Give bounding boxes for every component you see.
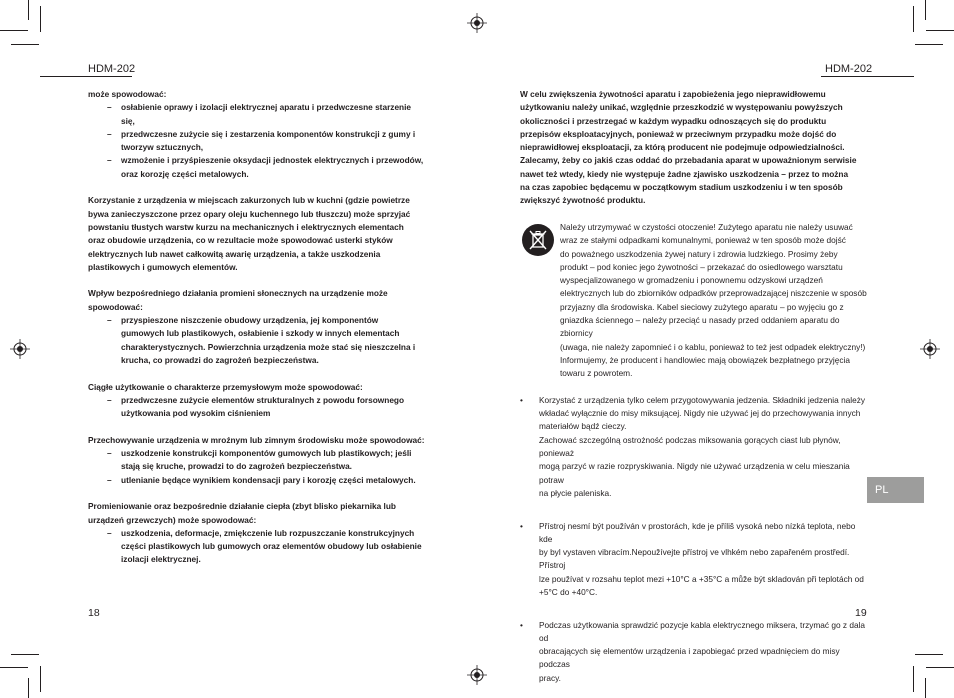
text-line: użytkowania pod wysokim ciśnieniem [121,408,271,419]
text-line: części plastikowych lub gumowych oraz elementów obudowy lub osłabienie [121,541,422,552]
text-line: produkt – pod koniec jego żywotności – przekazać do osiedlowego warsztatu [560,261,843,272]
page-number-left: 18 [88,607,100,619]
text-line: spowodować: [88,301,143,312]
crop-mark [926,30,954,31]
text-line: tworzyw sztucznych, [121,142,204,153]
dash-item [88,394,438,421]
text-line: przyspieszone niszczenie obudowy urządzenia, jej komponentów [121,315,379,326]
registration-mark-icon [10,339,30,359]
text-line: na czas zapobiec będącemu w początkowym stadium uszkodzeniu i w ten sposób [520,182,843,193]
text-line: użytkowaniu należy unikać, względnie przeszkodzić w występowaniu powyższych [520,102,843,113]
text-line: by byl vystaven vibracím.Nepoužívejte přístroj ve vlhkém nebo zapařeném prostředí. Přístroj [539,547,850,571]
text-line: wkładać wyłącznie do misy miksującej. Nigdy nie używać jej do przechowywania innych [539,408,861,419]
dash-item [88,447,438,474]
text-line: (uwaga, nie należy zapomnieć i o kablu, ponieważ to też jest odpadek elektryczny!) [560,341,866,352]
registration-mark-icon [467,665,487,685]
crop-mark [40,6,41,32]
dash-item [88,527,438,567]
paragraph [88,194,438,274]
text-line: nawet też wtedy, kiedy nie występuje żadne zjawisko uszkodzenia – przez to można [520,168,849,179]
text-line: Přístroj nesmí být používán v prostorách, kde je příliš vysoká nebo nízká teplota, nebo kde [539,520,856,544]
text-line: oraz korozję części metalowych. [121,168,249,179]
right-column [520,88,870,685]
text-line: Promieniowanie oraz bezpośrednie działanie ciepła (zbyt blisko piekarnika lub [88,501,396,512]
header-model-right: HDM-202 [825,63,873,75]
text-line: Należy utrzymywać w czystości otoczenie! Zużytego aparatu nie należy usuwać [560,221,853,232]
paragraph: może spowodować: [88,89,167,99]
registration-mark-icon [920,339,940,359]
header-model-left: HDM-202 [88,63,136,75]
text-line: Przechowywanie urządzenia w mroźnym lub zimnym środowisku może spowodować: [88,434,425,445]
crop-mark [915,44,943,45]
text-line: pracy. [539,672,561,683]
language-tab: PL [867,477,924,503]
text-line: mogą parzyć w razie rozpryskiwania. Nigdy nie używać urządzenia w celu mieszania potraw [539,461,850,485]
dash-item [88,101,438,128]
text-line: stają się kruche, prowadzi to do zagrożeń bezpieczeństwa. [121,461,352,472]
text-line: izolacji elektrycznej. [121,554,201,565]
bullet-marker: • [520,394,523,405]
crop-mark [28,0,29,20]
dash-marker: – [107,315,112,326]
crop-mark [40,666,41,692]
text-line: zwiększyć żywotność produktu. [520,195,646,206]
text-line: Korzystanie z urządzenia w miejscach zakurzonych lub w kuchni (gdzie powietrze [88,195,410,206]
text-line: okoliczności i przestrzegać w każdym wypadku odnoszących się do produktu [520,115,827,126]
crop-mark [28,678,29,698]
page-number-right: 19 [855,607,867,619]
text-line: charakterystycznych. Powierzchnia urządzenia może stać się nieszczelna i [121,341,416,352]
bullet-item [520,619,870,685]
text-line: Korzystać z urządzenia tylko celem przygotowywania jedzenia. Składniki jedzenia należy [539,394,866,405]
crop-mark [0,667,28,668]
paragraph [88,434,438,447]
text-line: osłabienie oprawy i izolacji elektrycznej aparatu i przedwczesne starzenie [121,102,412,113]
crop-mark [11,44,39,45]
bullet-item [520,394,870,500]
text-line: przedwczesne zużycie się i zestarzenia komponentów konstrukcji z gumy i [121,128,416,139]
crop-mark [0,30,28,31]
registration-mark-icon [467,13,487,33]
header-rule-left [40,76,132,77]
text-line: do poważnego uszkodzenia żywej natury i zdrowia ludzkiego. Prosimy żeby [560,248,838,259]
text-line: Wpływ bezpośredniego działania promieni słonecznych na urządzenie może [88,288,388,299]
crop-mark [926,667,954,668]
text-line: na płycie paleniska. [539,487,612,498]
text-line: wraz ze stałymi odpadkami komunalnymi, ponieważ w ten sposób może dojść [560,235,846,246]
text-line: przyjazny dla środowiska. Kabel sieciowy zużytego aparatu – po wyjęciu go z [560,301,844,312]
dash-marker: – [107,394,112,405]
text-line: się, [121,115,135,126]
dash-item [88,154,438,181]
text-line: przedwczesne zużycie elementów strukturalnych z powodu forsownego [121,394,405,405]
text-line: krucha, co prowadzi do zagrożeń bezpieczeństwa. [121,354,319,365]
text-line: elektrycznych lub do zbiorników odpadków przeprowadzającej niszczenie w sposób [560,288,867,299]
dash-marker: – [107,448,112,459]
bullet-marker: • [520,520,523,531]
text-line: bywa zanieczyszczone przez opary oleju kuchennego lub tłuszczu) może sprzyjać [88,208,411,219]
dash-marker: – [107,155,112,166]
dash-marker: – [107,128,112,139]
text-line: towaru z powrotem. [560,368,633,379]
text-line: przepisów eksploatacyjnych, ponieważ w przeciwnym przypadku może dojść do [520,128,837,139]
crop-mark [925,678,926,698]
weee-text [560,221,870,381]
text-line: uszkodzenie konstrukcji komponentów gumowych lub plastikowych; jeśli [121,448,412,459]
bullet-marker: • [520,619,523,630]
text-line: plastikowych i gumowych elementów. [88,261,238,272]
text-line: Zachować szczególną ostrożność podczas miksowania gorących ciast lub płynów, ponieważ [539,434,841,459]
weee-notice [520,221,870,381]
text-line: Podczas użytkowania sprawdzić pozycje kabla elektrycznego miksera, trzymać go z dala od [539,619,866,643]
crop-mark [913,666,914,692]
crossed-bin-icon [522,224,554,256]
left-column [88,88,438,567]
dash-item [88,128,438,155]
paragraph [88,500,438,527]
text-line: Ciągłe użytkowanie o charakterze przemysłowym może spowodować: [88,381,363,392]
paragraph [88,287,438,314]
bullet-item [520,520,870,600]
text-line: elektrycznych lub nawet całkowitą awarię urządzenia, a także uszkodzenia [88,248,381,259]
text-line: Zalecamy, żeby co jakiś czas oddać do przebadania aparat w upoważnionym serwisie [520,155,857,166]
dash-marker: – [107,527,112,538]
text-line: nieprawidłowej eksploatacji, za którą producent nie podejmuje odpowiedzialności. [520,142,845,153]
usage-bullets [520,394,870,685]
text-line: oraz obudowie urządzenia, co w rezultacie może spowodować usterki styków [88,235,393,246]
dash-marker: – [107,474,112,485]
text-line: wzmożenie i przyśpieszenie oksydacji jednostek elektrycznych i przewodów, [121,155,424,166]
header-rule-right [821,76,914,77]
text-line: Informujemy, że producent i handlowiec mają obowiązek bezpłatnego przyjęcia [560,354,850,365]
dash-marker: – [107,102,112,113]
dash-item [88,474,438,487]
text-line: obracających się elementów urządzenia i zapobiegać przed wpadnięciem do misy podczas [539,646,840,670]
text-line: urządzeń grzewczych) może spowodować: [88,514,257,525]
text-line: powstaniu tłustych warstw kurzu na mechanicznych i elektrycznych elementach [88,221,404,232]
maintenance-intro [520,88,870,208]
text-line: lze používat v rozsahu teplot mezi +10°C a +35°C a může být skladován při teplotách od [539,573,864,584]
crop-mark [11,654,39,655]
dash-item [88,314,438,367]
text-line: gumowych lub plastikowych, osłabienie i szkody w innych elementach [121,328,400,339]
crop-mark [915,654,943,655]
crop-mark [925,0,926,20]
text-line: gniazdka ściennego – należy przeciąć u nasady przed oddaniem aparatu do zbiornicy [560,315,840,339]
text-line: wyspecjalizowanego w gromadzeniu i ponownemu odzyskowi urządzeń [560,275,823,286]
text-line: utlenianie będące wynikiem kondensacji pary i korozję części metalowych. [121,474,416,485]
text-line: materiałów bądź cieczy. [539,421,627,432]
text-line: uszkodzenia, deformacje, zmiękczenie lub rozpuszczanie konstrukcyjnych [121,527,415,538]
text-line: +5°C do +40°C. [539,586,598,597]
text-line: W celu zwiększenia żywotności aparatu i zapobieżenia jego nieprawidłowemu [520,89,826,99]
paragraph [88,381,438,394]
crop-mark [913,6,914,32]
